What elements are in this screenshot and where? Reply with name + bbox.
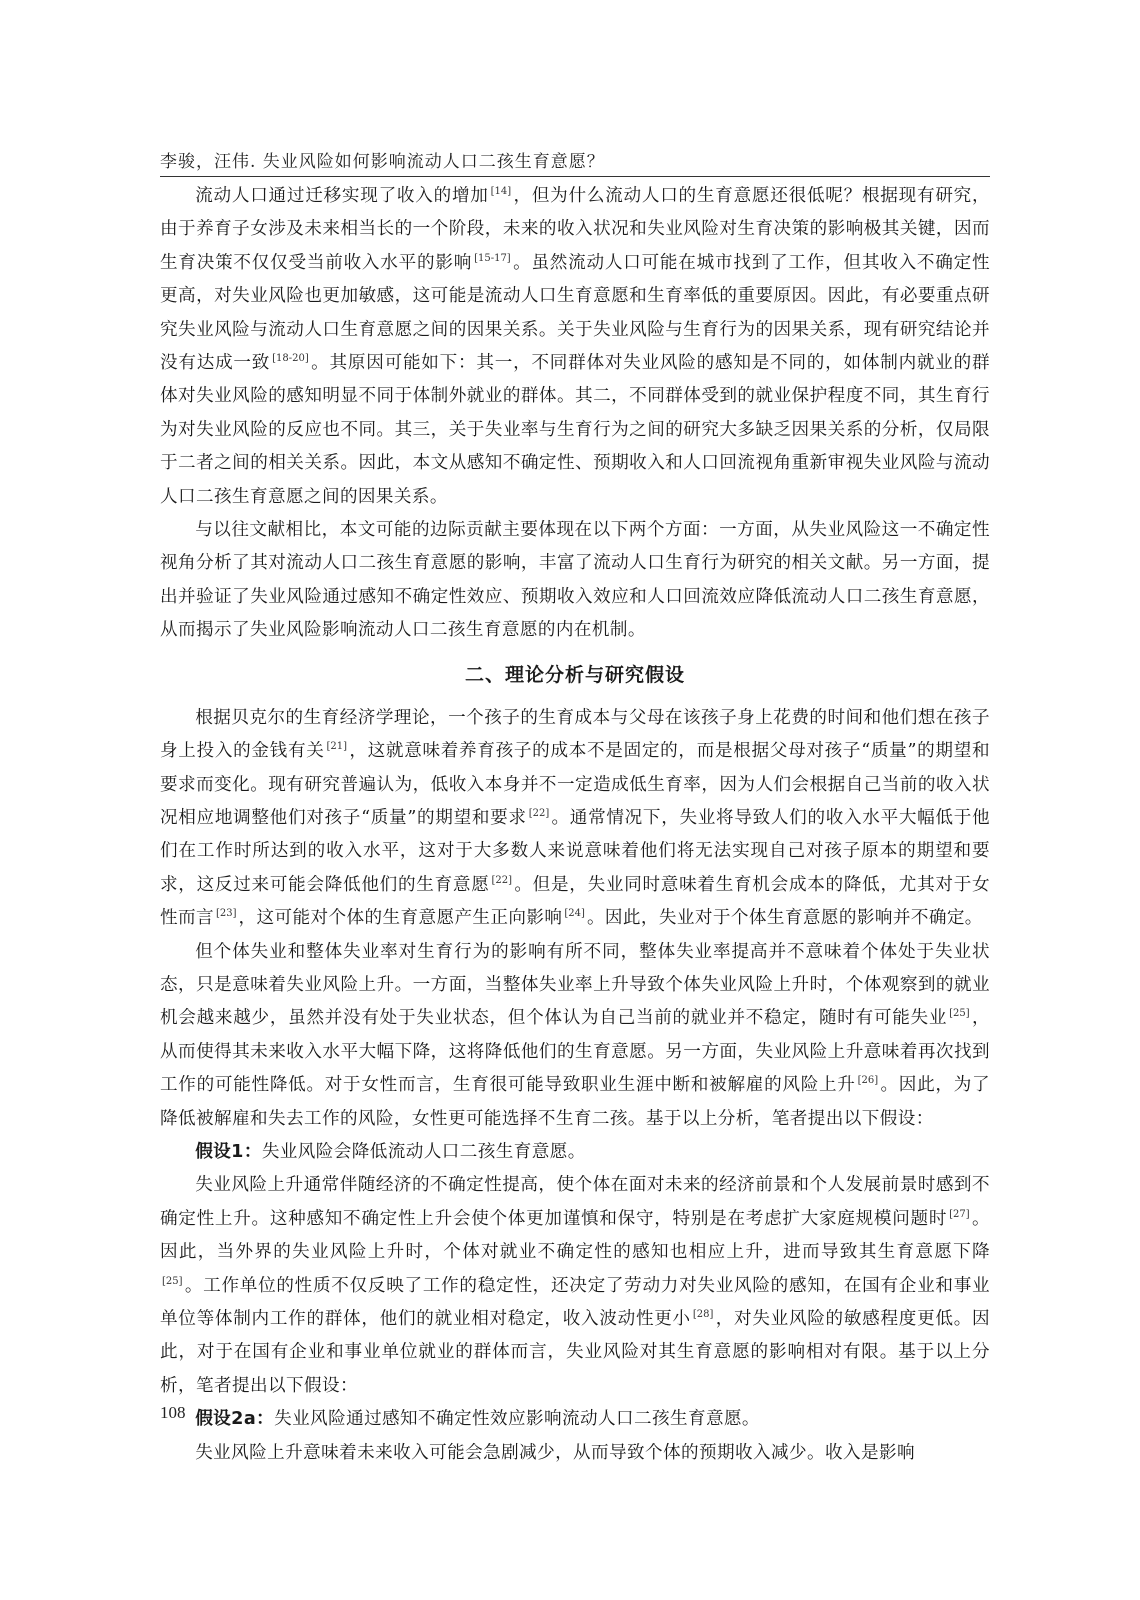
text-run: 。虽然流动人口可能在城市找到了工作，但其收入不确定性更高，对失业风险也更加敏感，这可能是流动人口生育意愿和生育率低的重要原因。因此，有必要重点研究失业风险与流动人口生育意愿之间的因果关系。关于失业风险与生育行为的因果关系，现有研究结论并没有达成一致 xyxy=(160,252,990,374)
running-header: 李骏，汪伟. 失业风险如何影响流动人口二孩生育意愿？ xyxy=(160,152,605,172)
body-text xyxy=(160,180,990,1470)
text-run: 。但是，失业同时意味着生育机会成本的降低，尤其对于女性而言 xyxy=(160,874,991,929)
citation-ref: [25] xyxy=(949,1008,970,1020)
citation-ref: [22] xyxy=(528,808,550,820)
page-number: 108 xyxy=(160,1403,186,1422)
text-run: ，这可能对个体的生育意愿产生正向影响 xyxy=(238,908,563,929)
citation-ref: [28] xyxy=(692,1309,714,1321)
paragraph xyxy=(160,514,990,648)
citation-ref: [22] xyxy=(491,874,513,886)
text-run: 失业风险上升通常伴随经济的不确定性提高，使个体在面对未来的经济前景和个人发展前景时感到不确定性上升。这种感知不确定性上升会使个体更加谨慎和保守，特别是在考虑扩大家庭规模问题时 xyxy=(160,1175,990,1229)
hypothesis-text: 失业风险通过感知不确定性效应影响流动人口二孩生育意愿。 xyxy=(274,1409,760,1430)
text-run: 。其原因可能如下：其一，不同群体对失业风险的感知是不同的，如体制内就业的群体对失业风险的感知明显不同于体制外就业的群体。其二，不同群体受到的就业保护程度不同，其生育行为对失业风险的反应也不同。其三，关于失业率与生育行为之间的研究大多缺乏因果关系的分析，仅局限于二者之间的相关关系。因此，本文从感知不确定性、预期收入和人口回流视角重新审视失业风险与流动人口二孩生育意愿之间的因果关系。 xyxy=(160,353,991,507)
hypothesis-2a xyxy=(160,1403,990,1436)
text-run: 失业风险上升意味着未来收入可能会急剧减少，从而导致个体的预期收入减少。收入是影响 xyxy=(195,1442,915,1463)
text-run: 。通常情况下，失业将导致人们的收入水平大幅低于他们在工作时所达到的收入水平，这对于大多数人来说意味着他们将无法实现自己对孩子原本的期望和要求，这反过来可能会降低他们的生育意愿 xyxy=(160,807,990,895)
paragraph xyxy=(160,1437,990,1470)
paragraph xyxy=(160,1169,990,1403)
header-rule xyxy=(160,176,990,177)
hypothesis-label: 假设1： xyxy=(195,1141,262,1162)
text-run: 根据贝克尔的生育经济学理论，一个孩子的生育成本与父母在该孩子身上花费的时间和他们想在孩子身上投入的金钱有关 xyxy=(160,707,990,762)
citation-ref: [15-17] xyxy=(474,252,511,264)
text-run: ，从而使得其未来收入水平大幅下降，这将降低他们的生育意愿。另一方面，失业风险上升意味着再次找到工作的可能性降低。对于女性而言，生育很可能导致职业生涯中断和被解雇的风险上升 xyxy=(160,1008,990,1096)
section-heading: 二、理论分析与研究假设 xyxy=(464,663,685,686)
text-run: 。因此，失业对于个体生育意愿的影响并不确定。 xyxy=(586,908,983,929)
text-run: ，这就意味着养育孩子的成本不是固定的，而是根据父母对孩子“质量”的期望和要求而变化。现有研究普遍认为，低收入本身并不一定造成低生育率，因为人们会根据自己当前的收入状况相应地调整他们对孩子“质量”的期望和要求 xyxy=(160,741,990,828)
text-run: 流动人口通过迁移实现了收入的增加 xyxy=(195,186,489,206)
hypothesis-label: 假设2a： xyxy=(195,1409,275,1430)
text-run: 。工作单位的性质不仅反映了工作的稳定性，还决定了劳动力对失业风险的感知，在国有企业和事业单位等体制内工作的群体，他们的就业相对稳定，收入波动性更小 xyxy=(160,1275,990,1329)
citation-ref: [14] xyxy=(490,186,512,198)
hypothesis-text: 失业风险会降低流动人口二孩生育意愿。 xyxy=(261,1141,586,1162)
citation-ref: [23] xyxy=(215,908,237,920)
text-run: ，但为什么流动人口的生育意愿还很低呢？根据现有研究，由于养育子女涉及未来相当长的一个阶段，未来的收入状况和失业风险对生育决策的影响极其关键，因而生育决策不仅仅受当前收入水平的影响 xyxy=(160,186,990,273)
paragraph xyxy=(160,702,990,936)
paragraph xyxy=(160,180,990,514)
citation-ref: [21] xyxy=(326,741,348,753)
text-run: 与以往文献相比，本文可能的边际贡献主要体现在以下两个方面：一方面，从失业风险这一不确定性视角分析了其对流动人口二孩生育意愿的影响，丰富了流动人口生育行为研究的相关文献。另一方面，提出并验证了失业风险通过感知不确定性效应、预期收入效应和人口回流效应降低流动人口二孩生育意愿，从而揭示了失业风险影响流动人口二孩生育意愿的内在机制。 xyxy=(160,520,990,641)
paragraph xyxy=(160,936,990,1136)
citation-ref: [25] xyxy=(162,1275,183,1287)
citation-ref: [27] xyxy=(949,1208,970,1220)
text-run: 但个体失业和整体失业率对生育行为的影响有所不同，整体失业率提高并不意味着个体处于失业状态，只是意味着失业风险上升。一方面，当整体失业率上升导致个体失业风险上升时，个体观察到的就业机会越来越少，虽然并没有处于失业状态，但个体认为自己当前的就业并不稳定，随时有可能失业 xyxy=(160,941,990,1029)
hypothesis-1 xyxy=(160,1136,990,1169)
citation-ref: [24] xyxy=(564,908,585,920)
citation-ref: [26] xyxy=(857,1075,879,1087)
text-run: 。因此，当外界的失业风险上升时，个体对就业不确定性的感知也相应上升，进而导致其生育意愿下降 xyxy=(160,1208,990,1263)
text-run: 。因此，为了降低被解雇和失去工作的风险，女性更可能选择不生育二孩。基于以上分析，笔者提出以下假设： xyxy=(160,1075,990,1129)
citation-ref: [18-20] xyxy=(272,353,309,365)
text-run: ，对失业风险的敏感程度更低。因此，对于在国有企业和事业单位就业的群体而言，失业风险对其生育意愿的影响相对有限。基于以上分析，笔者提出以下假设： xyxy=(160,1309,990,1396)
